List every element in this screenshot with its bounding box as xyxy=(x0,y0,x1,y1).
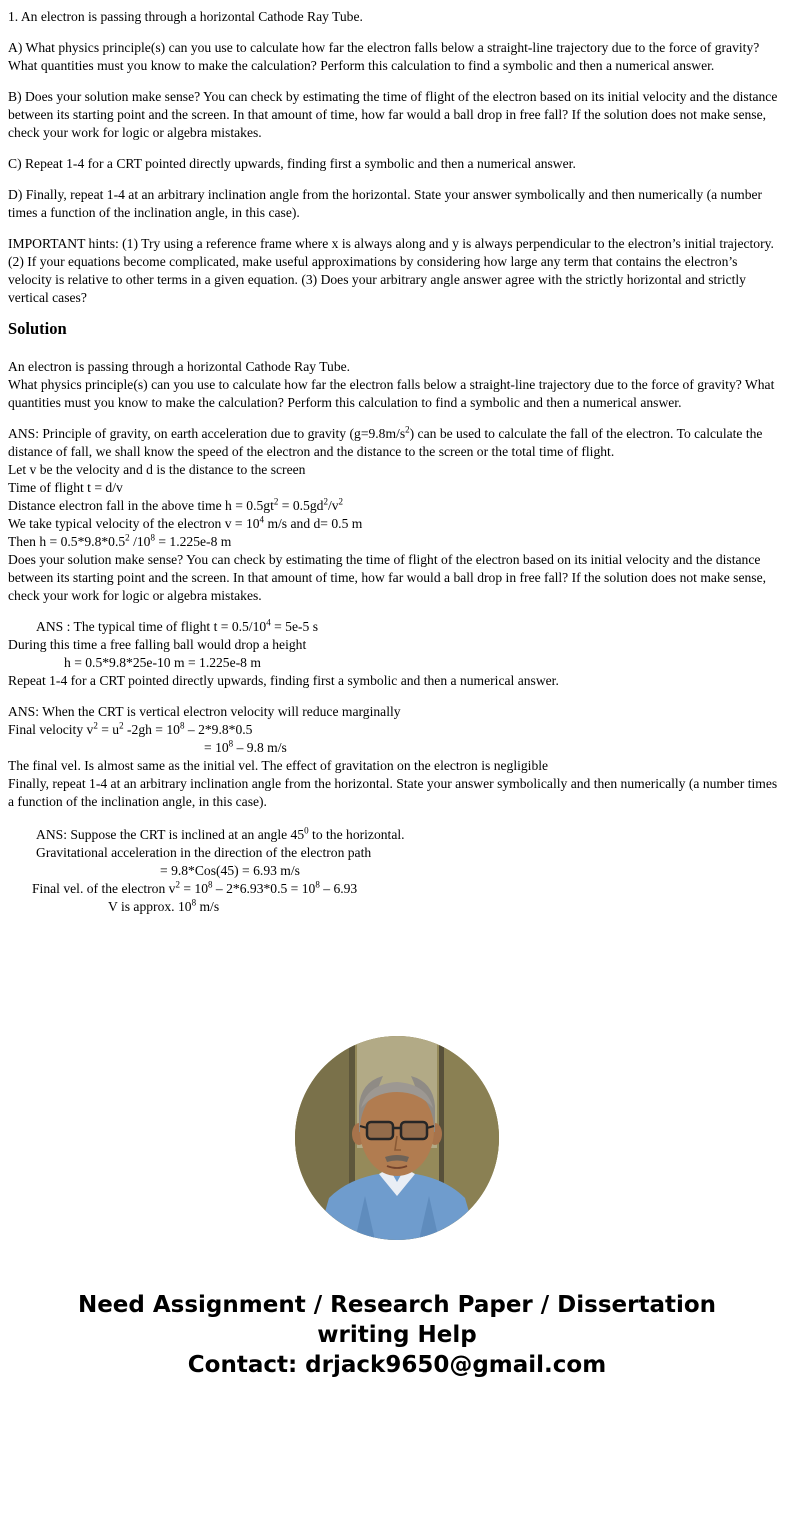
restate-line: An electron is passing through a horizontal Cathode Ray Tube. xyxy=(8,359,351,374)
restated-problem xyxy=(8,358,782,412)
ans-c-final-velocity: Final velocity $v^2 = u^2$ $-2gh = 10^8 - 2*9.8*0.5$ xyxy=(8,720,253,737)
footer-line-1: Need Assignment / Research Paper / Dissertation xyxy=(77,1292,717,1318)
ans-d-gravitational: Gravitational acceleration in the direction of the electron path xyxy=(36,845,372,860)
part-c-restate: Repeat 1-4 for a CRT pointed directly upwards, finding first a symbolic and then a numerical answer. xyxy=(8,673,559,688)
line-time-of-flight: Time of flight t = d/v xyxy=(8,480,123,495)
line-distance-fall: Distance electron fall in the above time $h = 0.5gt^2 = 0.5gd^2/v^2$ xyxy=(8,496,344,513)
part-d-question: D) Finally, repeat 1-4 at an arbitrary inclination angle from the horizontal. State your answer symbolically and then numerically (a number times a function of the inclination angle, in this case). xyxy=(8,187,763,220)
part-b-restate: Does your solution make sense? You can check by estimating the time of flight of the electron based on its initial velocity and the distance between its starting point and the screen. In that amount of time, how far would a ball drop in free fall? If the solution does not make sense, check your work for logic or algebra mistakes. xyxy=(8,552,767,603)
part-c-question: C) Repeat 1-4 for a CRT pointed directly upwards, finding first a symbolic and then a numerical answer. xyxy=(8,156,576,171)
footer-banner xyxy=(0,1290,794,1380)
important-hints: IMPORTANT hints: (1) Try using a reference frame where x is always along and y is always perpendicular to the electron’s initial trajectory. (2) If your equations become complicated, make useful approximations by considering how large any term that contains the electron’s velocity is relative to other terms in a given equation. (3) Does your arbitrary angle answer agree with the strictly horizontal and strictly vertical cases? xyxy=(8,236,774,305)
ans-b-drop-intro: During this time a free falling ball would drop a height xyxy=(8,637,307,652)
solution-heading: Solution xyxy=(8,319,67,338)
ans-b-height: h = 0.5*9.8*25e-10 m = 1.225e-8 m xyxy=(64,655,261,670)
photo-section xyxy=(0,1036,794,1240)
answer-part-c xyxy=(8,703,782,811)
answer-part-d xyxy=(8,826,782,916)
person-photo xyxy=(295,1036,499,1240)
ans-c-conclusion: The final vel. Is almost same as the initial vel. The effect of gravitation on the electron is negligible xyxy=(8,758,549,773)
footer-contact-email: Contact: drjack9650@gmail.com xyxy=(187,1352,607,1378)
person-avatar-illustration xyxy=(295,1036,499,1240)
line-then-h: Then $h = 0.5*9.8*0.5^2$ $/10^8 = 1.225e-8$ m xyxy=(8,532,232,549)
answer-part-b xyxy=(8,618,782,690)
footer-line-2: writing Help xyxy=(317,1322,477,1348)
ans-d-final-vel: Final vel. of the electron $v^2 = 10^8 - 2*6.93*0.5 = 10^8 - 6.93$ xyxy=(32,879,358,896)
line-let-v: Let v be the velocity and d is the distance to the screen xyxy=(8,462,306,477)
part-a-question: A) What physics principle(s) can you use to calculate how far the electron falls below a straight-line trajectory due to the force of gravity? What quantities must you know to make the calculation? Perform this calculation to find a symbolic and then a numerical answer. xyxy=(8,40,760,73)
line-typical-velocity: We take typical velocity of the electron $v = 10^4$ m/s and d= 0.5 m xyxy=(8,514,363,531)
ans-c-intro: ANS: When the CRT is vertical electron velocity will reduce marginally xyxy=(8,704,401,719)
problem-statement: 1. An electron is passing through a horizontal Cathode Ray Tube. xyxy=(8,9,363,24)
ans-a-intro: ANS: Principle of gravity, on earth acceleration due to gravity $(g=9.8m/s^2)$ can be used to calculate the fall of the electron. To calculate the distance of fall, we shall know the speed of the electron and the distance to the screen or the total time of flight. xyxy=(8,424,763,459)
part-d-restate: Finally, repeat 1-4 at an arbitrary inclination angle from the horizontal. State your answer symbolically and then numerically (a number times a function of the inclination angle, in this case). xyxy=(8,776,778,809)
part-b-question: B) Does your solution make sense? You can check by estimating the time of flight of the electron based on its initial velocity and the distance between its starting point and the screen. In that amount of time, how far would a ball drop in free fall? If the solution does not make sense, check your work for logic or algebra mistakes. xyxy=(8,89,778,140)
ans-d-cos-value: = 9.8*Cos(45) = 6.93 m/s xyxy=(160,863,300,878)
answer-part-a xyxy=(8,425,782,605)
restate-body: What physics principle(s) can you use to calculate how far the electron falls below a straight-line trajectory due to the force of gravity? What quantities must you know to make the calculation? Perform this calculation to find a symbolic and then a numerical answer. xyxy=(8,377,775,410)
ans-c-value: = $10^8 - 9.8$ m/s xyxy=(204,738,287,755)
ans-d-suppose: ANS: Suppose the CRT is inclined at an angle $45^0$ to the horizontal. xyxy=(36,825,405,842)
ans-b-time: ANS : The typical time of flight $t = 0.5/10^4 = 5e-5$ s xyxy=(36,617,318,634)
ans-d-approx: V is approx. $10^8$ m/s xyxy=(108,897,220,914)
